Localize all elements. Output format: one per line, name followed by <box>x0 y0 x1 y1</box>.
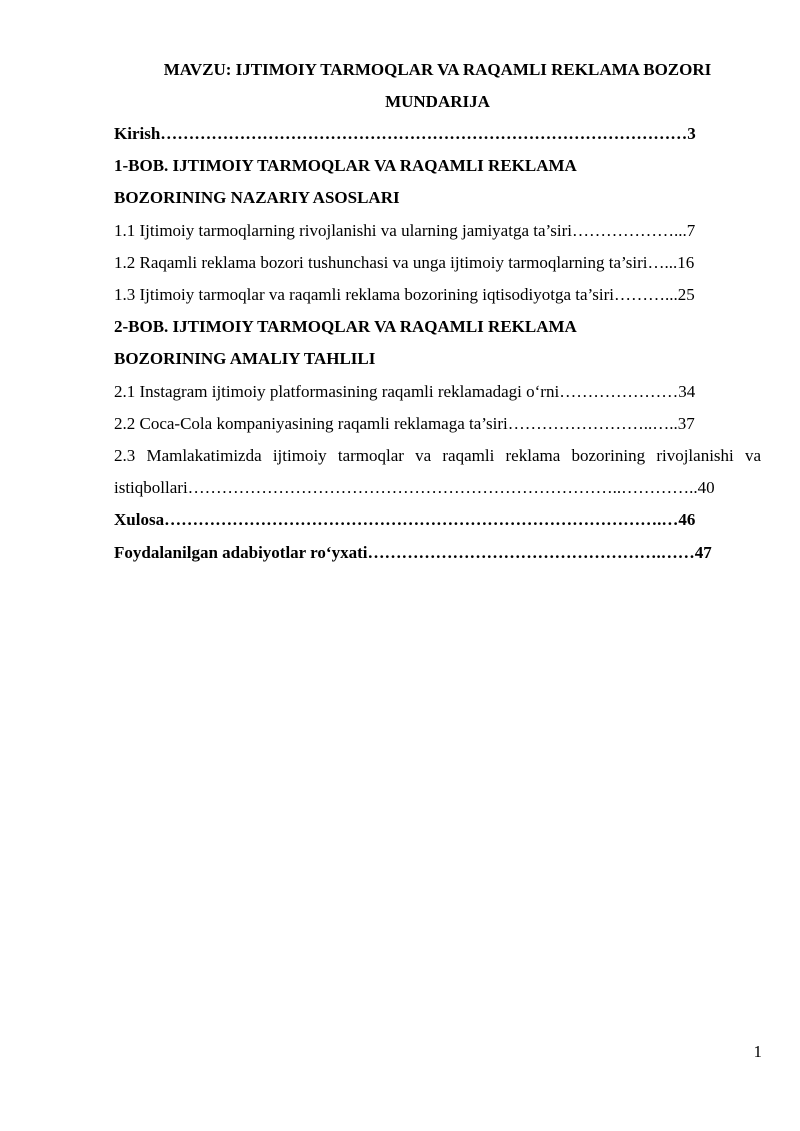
toc-chapter-1-line-1: 1-BOB. IJTIMOIY TARMOQLAR VA RAQAMLI REKLAMA <box>114 156 577 175</box>
toc-chapter-2-line-2: BOZORINING AMALIY TAHLILI <box>114 349 376 368</box>
toc-entry-2-3-line-2: istiqbollari…………………………………………………………………..…………..40 <box>114 478 715 497</box>
toc-heading: MUNDARIJA <box>385 92 490 111</box>
toc-entry-adabiyotlar: Foydalanilgan adabiyotlar ro‘yxati…………………………………………….……47 <box>114 543 712 562</box>
toc-entry-2-2: 2.2 Coca-Cola kompaniyasining raqamli reklamaga ta’siri……………………..…..37 <box>114 414 695 433</box>
toc-entry-2-1: 2.1 Instagram ijtimoiy platformasining raqamli reklamadagi o‘rni…………………34 <box>114 382 696 401</box>
toc-entry-1-2: 1.2 Raqamli reklama bozori tushunchasi va unga ijtimoiy tarmoqlarning ta’siri…...16 <box>114 253 695 272</box>
toc-entry-2-3-line-1: 2.3 Mamlakatimizda ijtimoiy tarmoqlar va raqamli reklama bozorining rivojlanishi va <box>114 446 761 465</box>
toc-entry-1-3: 1.3 Ijtimoiy tarmoqlar va raqamli reklama bozorining iqtisodiyotga ta’siri………...25 <box>114 285 695 304</box>
toc-chapter-2-line-1: 2-BOB. IJTIMOIY TARMOQLAR VA RAQAMLI REKLAMA <box>114 317 577 336</box>
page-number: 1 <box>753 1042 762 1061</box>
toc-entry-xulosa: Xulosa…………………………………………………………………………….…46 <box>114 510 696 529</box>
toc-entry-1-1: 1.1 Ijtimoiy tarmoqlarning rivojlanishi va ularning jamiyatga ta’siri………………...7 <box>114 221 696 240</box>
toc-chapter-1-line-2: BOZORINING NAZARIY ASOSLARI <box>114 188 400 207</box>
toc-entry-kirish: Kirish…………………………………………………………………………………3 <box>114 124 696 143</box>
document-title: MAVZU: IJTIMOIY TARMOQLAR VA RAQAMLI REKLAMA BOZORI <box>163 60 712 79</box>
